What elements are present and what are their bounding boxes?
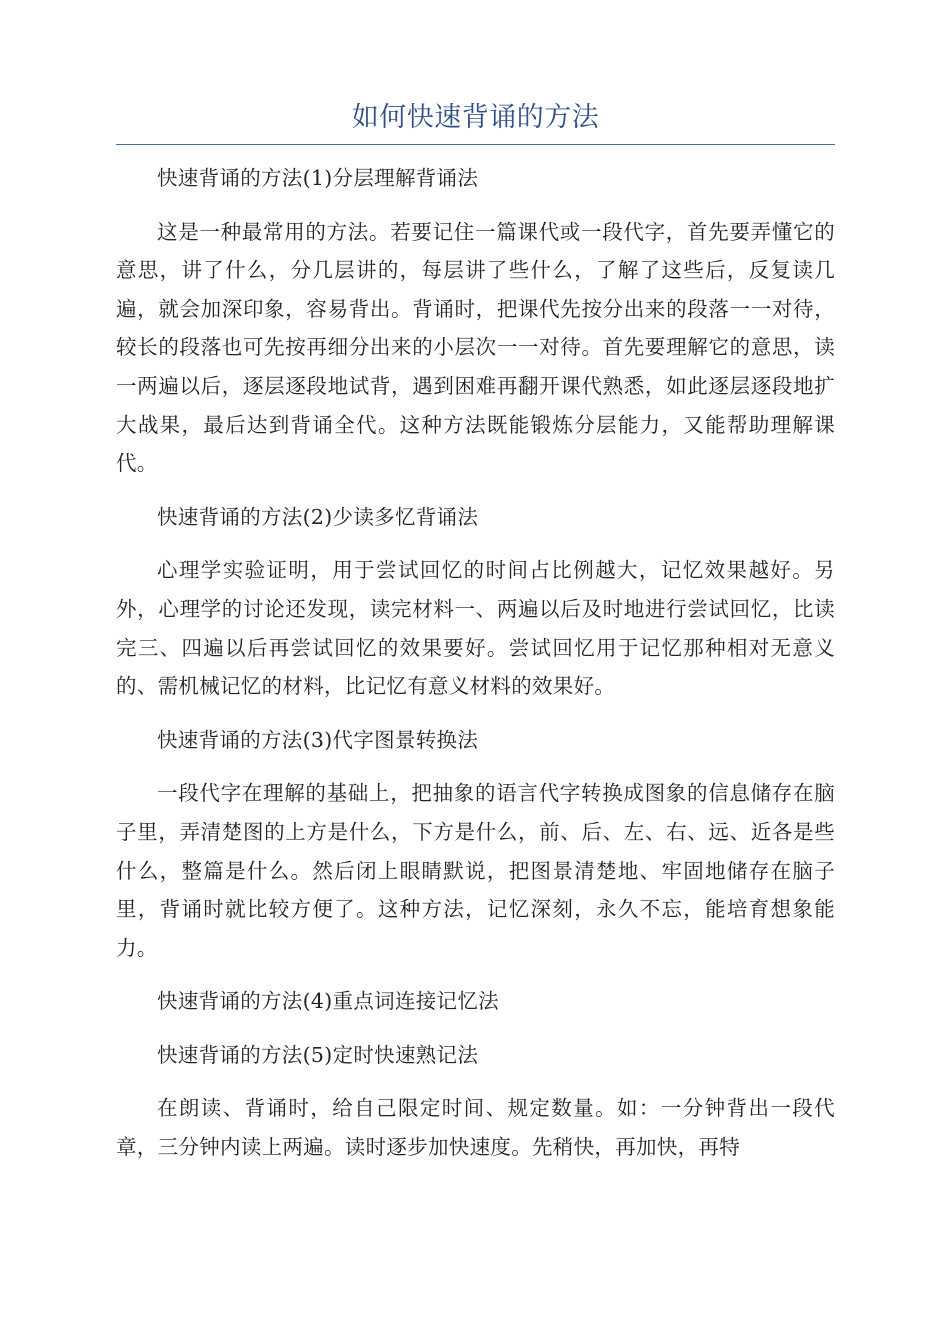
section-heading-5: 快速背诵的方法(5)定时快速熟记法 [157, 1042, 479, 1067]
section-heading-2: 快速背诵的方法(2)少读多忆背诵法 [157, 504, 479, 529]
document-page [116, 100, 835, 1182]
document-title: 如何快速背诵的方法 [116, 100, 835, 145]
section-paragraph-2: 心理学实验证明，用于尝试回忆的时间占比例越大，记忆效果越好。另外，心理学的讨论还发现，读完材料一、两遍以后及时地进行尝试回忆，比读完三、四遍以后再尝试回忆的效果要好。尝试回忆用于记忆那种相对无意义的、需机械记忆的材料，比记忆有意义材料的效果好。 [116, 558, 835, 699]
section-paragraph-3: 一段代字在理解的基础上，把抽象的语言代字转换成图象的信息储存在脑子里，弄清楚图的上方是什么，下方是什么，前、后、左、右、远、近各是些什么，整篇是什么。然后闭上眼睛默说，把图景清楚地、牢固地储存在脑子里，背诵时就比较方便了。这种方法，记忆深刻，永久不忘，能培育想象能力。 [116, 781, 835, 960]
section-heading-1: 快速背诵的方法(1)分层理解背诵法 [157, 166, 479, 190]
section-heading-3: 快速背诵的方法(3)代字图景转换法 [157, 727, 479, 752]
section-paragraph-1: 这是一种最常用的方法。若要记住一篇课代或一段代字，首先要弄懂它的意思，讲了什么，分几层讲的，每层讲了些什么，了解了这些后，反复读几遍，就会加深印象，容易背出。背诵时，把课代先按分出来的段落一一对待，较长的段落也可先按再细分出来的小层次一一对待。首先要理解它的意思，读一两遍以后，逐层逐段地试背，遇到困难再翻开课代熟悉，如此逐层逐段地扩大战果，最后达到背诵全代。这种方法既能锻炼分层能力，又能帮助理解课代。 [116, 219, 835, 476]
document-body [116, 159, 835, 1167]
section-heading-4: 快速背诵的方法(4)重点词连接记忆法 [157, 989, 499, 1014]
section-paragraph-5: 在朗读、背诵时，给自己限定时间、规定数量。如：一分钟背出一段代章，三分钟内读上两遍。读时逐步加快速度。先稍快，再加快，再特 [116, 1096, 835, 1160]
